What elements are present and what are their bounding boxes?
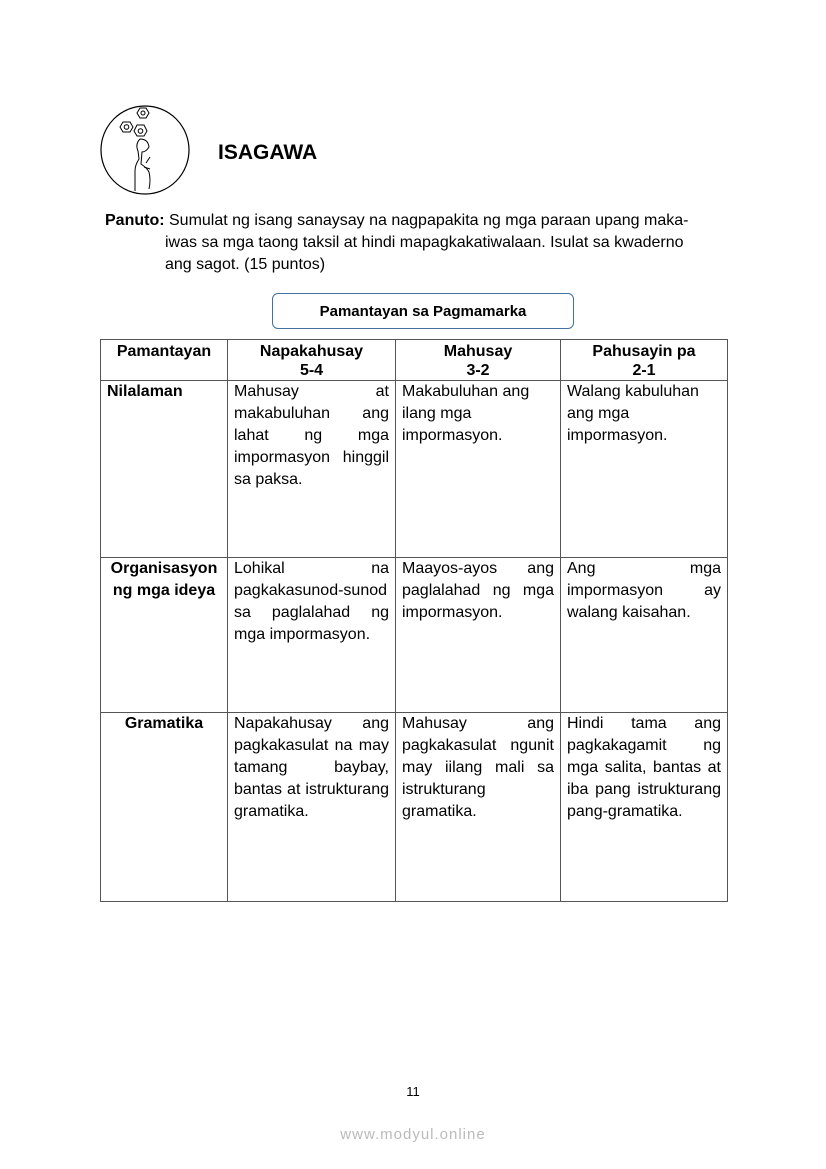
rubric-title: Pamantayan sa Pagmamarka	[319, 302, 527, 320]
table-cell: Mahusay at makabuluhan ang lahat ng mga impormasyon hinggil sa paksa.	[228, 381, 396, 558]
table-row	[101, 713, 728, 902]
criterion-cell: Organisasyon ng mga ideya	[101, 558, 228, 713]
section-title: ISAGAWA	[218, 141, 318, 164]
table-row	[101, 381, 728, 558]
table-cell: Hindi tama ang pagkakagamit ng mga salita, bantas at iba pang istrukturang pang-gramatika.	[561, 713, 728, 902]
header-pahusayin	[561, 340, 728, 381]
rubric-table	[100, 339, 728, 902]
page-number: 11	[406, 1084, 420, 1099]
header-napakahusay	[228, 340, 396, 381]
instructions-label: Panuto:	[105, 212, 165, 229]
instructions-line-3: ang sagot. (15 puntos)	[165, 256, 326, 273]
header-label: Mahusay	[443, 343, 513, 360]
header-mahusay	[396, 340, 561, 381]
table-cell: Walang kabuluhan ang mga impormasyon.	[561, 381, 728, 558]
table-row	[101, 558, 728, 713]
header-label: Pahusayin pa	[592, 343, 696, 360]
header-label: Pamantayan	[116, 343, 212, 360]
table-cell: Makabuluhan ang ilang mga impormasyon.	[396, 381, 561, 558]
table-cell: Mahusay ang pagkakasulat ngunit may iilang mali sa istrukturang gramatika.	[396, 713, 561, 902]
header-score: 2-1	[632, 362, 656, 379]
criterion-cell: Gramatika	[101, 713, 228, 902]
table-cell: Ang mga impormasyon ay walang kaisahan.	[561, 558, 728, 713]
watermark: www.modyul.online	[340, 1126, 486, 1143]
header-score: 5-4	[299, 362, 324, 379]
criterion-cell: Nilalaman	[101, 381, 228, 558]
table-cell: Napakahusay ang pagkakasulat na may tamang baybay, bantas at istrukturang gramatika.	[228, 713, 396, 902]
table-cell: Lohikal na pagkakasunod-sunod sa paglalahad ng mga impormasyon.	[228, 558, 396, 713]
table-header-row	[101, 340, 728, 381]
header-label: Napakahusay	[259, 343, 364, 360]
header-criterion	[101, 340, 228, 381]
table-cell: Maayos-ayos ang paglalahad ng mga impormasyon.	[396, 558, 561, 713]
instructions	[105, 210, 725, 276]
instructions-line-1: Sumulat ng isang sanaysay na nagpapakita ng mga paraan upang maka-	[169, 212, 689, 229]
rubric-title-box	[272, 293, 574, 329]
hand-with-nuts-icon	[100, 105, 190, 195]
header-score: 3-2	[466, 362, 490, 379]
instructions-line-2: iwas sa mga taong taksil at hindi mapagkakatiwalaan. Isulat sa kwaderno	[165, 234, 684, 251]
